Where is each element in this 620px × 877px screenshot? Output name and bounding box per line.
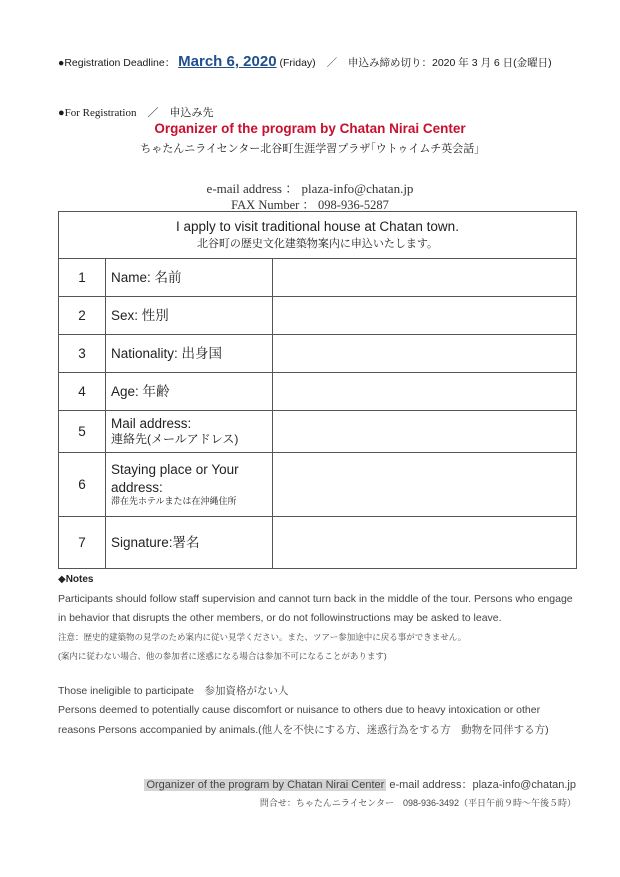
row-number: 6 — [59, 453, 106, 517]
name-field[interactable] — [273, 259, 577, 297]
row-label-cell — [106, 453, 273, 517]
form-title-jp: 北谷町の歴史文化建築物案内に申込いたします。 — [196, 237, 439, 250]
row-label: Mail address: — [111, 415, 192, 431]
form-row-signature — [59, 517, 577, 569]
organizer-subtitle-jp: ちゃたんニライセンター北谷町生涯学習プラザ｢ウトゥイムチ英会話｣ — [140, 143, 480, 155]
deadline-day: (Friday) — [279, 57, 316, 69]
deadline-jp: 申込み締め切り：2020 年 3 月 6 日(金曜日) — [348, 57, 552, 69]
contact-email: e-mail address ： plaza-info@chatan.jp — [206, 181, 414, 196]
deadline-date: March 6, 2020 — [178, 53, 277, 70]
notes-paragraph-1: Participants should follow staff supervision and cannot turn back in the middle of the tour. Persons who engage in behavior that disrupts the other members, or do not followinstructions may be asked to leave. — [58, 592, 573, 624]
deadline-separator: ／ — [326, 57, 338, 69]
row-label: Age: 年齢 — [106, 373, 273, 411]
row-number: 7 — [59, 517, 106, 569]
notes-section — [58, 571, 577, 740]
row-label-jp: 滞在先ホテルまたは在沖縄住所 — [111, 496, 237, 507]
row-label: Staying place or Your address: — [111, 462, 239, 495]
registration-label: ●For Registration ／ 申込み先 — [58, 107, 214, 119]
row-label: Sex: 性別 — [106, 297, 273, 335]
row-number: 5 — [59, 411, 106, 453]
row-number: 2 — [59, 297, 106, 335]
notes-paragraph-1-jp: 注意：歴史的建築物の見学のため案内に従い見学ください。また、ツアー参加途中に戻る事ができません。 — [58, 632, 467, 643]
row-number: 3 — [59, 335, 106, 373]
age-field[interactable] — [273, 373, 577, 411]
footer-organizer-line — [144, 776, 576, 792]
notes-title: ◆Notes — [58, 574, 94, 585]
form-row-address — [59, 453, 577, 517]
form-header — [59, 212, 577, 259]
signature-field[interactable] — [273, 517, 577, 569]
form-row-nationality — [59, 335, 577, 373]
nationality-field[interactable] — [273, 335, 577, 373]
form-row-age — [59, 373, 577, 411]
registration-deadline — [58, 53, 552, 70]
notes-paragraph-1-jp-2: (案内に従わない場合、他の参加者に迷惑になる場合は参加不可になることがあります) — [58, 651, 387, 662]
row-number: 4 — [59, 373, 106, 411]
row-label: Signature:署名 — [106, 517, 273, 569]
ineligible-heading: Those ineligible to participate 参加資格がない人 — [58, 684, 289, 697]
address-field[interactable] — [273, 453, 577, 517]
mail-address-field[interactable] — [273, 411, 577, 453]
contact-fax: FAX Number ： 098-936-5287 — [231, 198, 389, 212]
row-label: Nationality: 出身国 — [106, 335, 273, 373]
row-number: 1 — [59, 259, 106, 297]
deadline-prefix: ●Registration Deadline： — [58, 57, 176, 69]
footer-organizer: Organizer of the program by Chatan Nirai Center — [146, 779, 385, 791]
organizer-title: Organizer of the program by Chatan Nirai Center — [154, 121, 466, 136]
form-row-name — [59, 259, 577, 297]
form-title-en: I apply to visit traditional house at Chatan town. — [176, 219, 459, 235]
footer-email: e-mail address：plaza-info@chatan.jp — [386, 779, 576, 791]
form-row-mail — [59, 411, 577, 453]
form-row-sex — [59, 297, 577, 335]
sex-field[interactable] — [273, 297, 577, 335]
notes-paragraph-2: Persons deemed to potentially cause discomfort or nuisance to others due to heavy intoxication or other reasons Persons accompanied by animals.(他人を不快にする方、迷惑行為をする方 動物を同伴する方) — [58, 704, 549, 736]
row-label: Name: 名前 — [106, 259, 273, 297]
form-title-cell — [59, 212, 577, 259]
application-form — [58, 211, 577, 569]
row-label-jp: 連絡先(メールアドレス) — [111, 432, 239, 447]
footer-contact: 問合せ：ちゃたんニライセンター 098-936-3492（平日午前９時～午後５時） — [259, 798, 576, 808]
row-label-cell — [106, 411, 273, 453]
